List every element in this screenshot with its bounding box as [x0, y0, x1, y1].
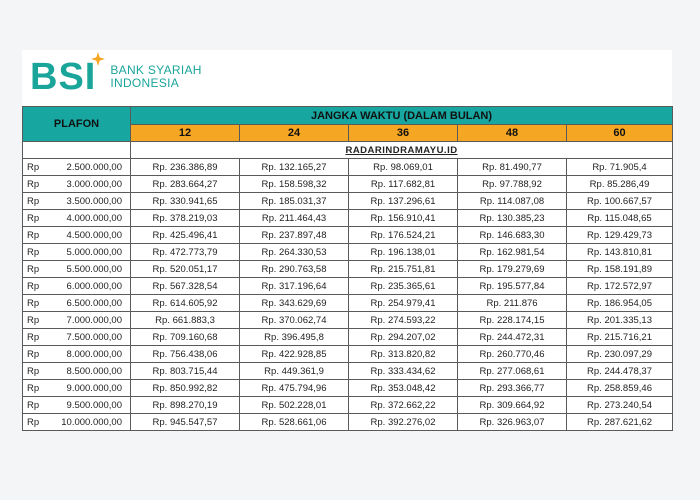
currency-cell: Rp [23, 159, 45, 176]
installment-cell-48: Rp. 244.472,31 [458, 329, 567, 346]
table-row [23, 363, 673, 380]
table-row [23, 244, 673, 261]
currency-cell: Rp [23, 414, 45, 431]
installment-cell-36: Rp. 372.662,22 [349, 397, 458, 414]
table-body [23, 159, 673, 431]
table-row [23, 295, 673, 312]
table-row [23, 227, 673, 244]
currency-cell: Rp [23, 261, 45, 278]
plafon-cell: 5.000.000,00 [45, 244, 131, 261]
table-row [23, 346, 673, 363]
currency-cell: Rp [23, 329, 45, 346]
installment-cell-48: Rp. 130.385,23 [458, 210, 567, 227]
installment-cell-60: Rp. 158.191,89 [567, 261, 673, 278]
installment-cell-60: Rp. 129.429,73 [567, 227, 673, 244]
installment-cell-60: Rp. 258.859,46 [567, 380, 673, 397]
plafon-cell: 4.000.000,00 [45, 210, 131, 227]
table-row [23, 397, 673, 414]
table-row [23, 312, 673, 329]
installment-cell-60: Rp. 172.572,97 [567, 278, 673, 295]
source-watermark [131, 142, 673, 159]
installment-cell-12: Rp. 803.715,44 [131, 363, 240, 380]
installment-cell-48: Rp. 179.279,69 [458, 261, 567, 278]
plafon-cell: 4.500.000,00 [45, 227, 131, 244]
tenor-group-header: JANGKA WAKTU (DALAM BULAN) [131, 107, 673, 125]
logo-text-line2: INDONESIA [110, 76, 180, 90]
installment-cell-60: Rp. 244.478,37 [567, 363, 673, 380]
plafon-cell: 10.000.000,00 [45, 414, 131, 431]
installment-cell-36: Rp. 137.296,61 [349, 193, 458, 210]
currency-cell: Rp [23, 193, 45, 210]
installment-cell-24: Rp. 158.598,32 [240, 176, 349, 193]
installment-cell-60: Rp. 273.240,54 [567, 397, 673, 414]
currency-cell: Rp [23, 278, 45, 295]
currency-cell: Rp [23, 176, 45, 193]
document-sheet [22, 50, 672, 430]
installment-cell-36: Rp. 313.820,82 [349, 346, 458, 363]
installment-cell-60: Rp. 85.286,49 [567, 176, 673, 193]
installment-cell-48: Rp. 114.087,08 [458, 193, 567, 210]
financing-table [22, 106, 673, 431]
installment-cell-60: Rp. 186.954,05 [567, 295, 673, 312]
tenor-header-12: 12 [131, 125, 240, 142]
plafon-cell: 3.000.000,00 [45, 176, 131, 193]
installment-cell-36: Rp. 392.276,02 [349, 414, 458, 431]
installment-cell-48: Rp. 277.068,61 [458, 363, 567, 380]
installment-cell-36: Rp. 156.910,41 [349, 210, 458, 227]
installment-cell-60: Rp. 230.097,29 [567, 346, 673, 363]
table-row [23, 278, 673, 295]
tenor-header-36: 36 [349, 125, 458, 142]
installment-cell-12: Rp. 378.219,03 [131, 210, 240, 227]
installment-cell-48: Rp. 162.981,54 [458, 244, 567, 261]
installment-cell-12: Rp. 709.160,68 [131, 329, 240, 346]
bsi-logo [30, 54, 202, 100]
plafon-cell: 8.000.000,00 [45, 346, 131, 363]
tenor-header-24: 24 [240, 125, 349, 142]
installment-cell-12: Rp. 425.496,41 [131, 227, 240, 244]
installment-cell-48: Rp. 211.876 [458, 295, 567, 312]
logo-text [110, 64, 201, 90]
installment-cell-12: Rp. 945.547,57 [131, 414, 240, 431]
plafon-cell: 3.500.000,00 [45, 193, 131, 210]
source-blank-cell [23, 142, 131, 159]
currency-cell: Rp [23, 227, 45, 244]
currency-cell: Rp [23, 210, 45, 227]
logo-mark [30, 58, 96, 96]
installment-cell-24: Rp. 264.330,53 [240, 244, 349, 261]
installment-cell-24: Rp. 422.928,85 [240, 346, 349, 363]
installment-cell-36: Rp. 215.751,81 [349, 261, 458, 278]
installment-cell-60: Rp. 215.716,21 [567, 329, 673, 346]
installment-cell-24: Rp. 132.165,27 [240, 159, 349, 176]
installment-cell-12: Rp. 330.941,65 [131, 193, 240, 210]
table-row [23, 380, 673, 397]
currency-cell: Rp [23, 397, 45, 414]
plafon-cell: 9.000.000,00 [45, 380, 131, 397]
currency-cell: Rp [23, 363, 45, 380]
installment-cell-24: Rp. 396.495,8 [240, 329, 349, 346]
installment-cell-12: Rp. 850.992,82 [131, 380, 240, 397]
logo-text-line1: BANK SYARIAH [110, 63, 202, 77]
currency-cell: Rp [23, 380, 45, 397]
installment-cell-12: Rp. 614.605,92 [131, 295, 240, 312]
installment-cell-12: Rp. 236.386,89 [131, 159, 240, 176]
plafon-cell: 8.500.000,00 [45, 363, 131, 380]
table-row [23, 261, 673, 278]
installment-cell-24: Rp. 237.897,48 [240, 227, 349, 244]
installment-cell-24: Rp. 475.794,96 [240, 380, 349, 397]
currency-cell: Rp [23, 312, 45, 329]
installment-cell-24: Rp. 370.062,74 [240, 312, 349, 329]
installment-cell-12: Rp. 520.051,17 [131, 261, 240, 278]
installment-cell-60: Rp. 201.335,13 [567, 312, 673, 329]
installment-cell-36: Rp. 353.048,42 [349, 380, 458, 397]
installment-cell-60: Rp. 71.905,4 [567, 159, 673, 176]
plafon-cell: 9.500.000,00 [45, 397, 131, 414]
table-row [23, 176, 673, 193]
installment-cell-60: Rp. 287.621,62 [567, 414, 673, 431]
plafon-cell: 7.500.000,00 [45, 329, 131, 346]
installment-cell-36: Rp. 274.593,22 [349, 312, 458, 329]
installment-cell-24: Rp. 317.196,64 [240, 278, 349, 295]
plafon-cell: 6.000.000,00 [45, 278, 131, 295]
installment-cell-48: Rp. 326.963,07 [458, 414, 567, 431]
installment-cell-48: Rp. 309.664,92 [458, 397, 567, 414]
installment-cell-48: Rp. 146.683,30 [458, 227, 567, 244]
currency-cell: Rp [23, 346, 45, 363]
installment-cell-36: Rp. 117.682,81 [349, 176, 458, 193]
installment-cell-12: Rp. 756.438,06 [131, 346, 240, 363]
installment-cell-36: Rp. 333.434,62 [349, 363, 458, 380]
installment-cell-48: Rp. 293.366,77 [458, 380, 567, 397]
installment-cell-24: Rp. 449.361,9 [240, 363, 349, 380]
table-row [23, 210, 673, 227]
installment-cell-48: Rp. 97.788,92 [458, 176, 567, 193]
installment-cell-36: Rp. 196.138,01 [349, 244, 458, 261]
installment-cell-36: Rp. 235.365,61 [349, 278, 458, 295]
installment-cell-24: Rp. 290.763,58 [240, 261, 349, 278]
installment-cell-36: Rp. 294.207,02 [349, 329, 458, 346]
table-row [23, 193, 673, 210]
installment-cell-48: Rp. 228.174,15 [458, 312, 567, 329]
star-icon [91, 52, 105, 66]
tenor-header-48: 48 [458, 125, 567, 142]
source-text: RADARINDRAMAYU.ID [345, 144, 458, 156]
installment-cell-24: Rp. 343.629,69 [240, 295, 349, 312]
installment-cell-12: Rp. 661.883,3 [131, 312, 240, 329]
installment-cell-36: Rp. 254.979,41 [349, 295, 458, 312]
logo-mark-text: BSI [30, 56, 97, 98]
installment-cell-24: Rp. 528.661,06 [240, 414, 349, 431]
table-row [23, 159, 673, 176]
installment-cell-48: Rp. 81.490,77 [458, 159, 567, 176]
installment-cell-12: Rp. 898.270,19 [131, 397, 240, 414]
installment-cell-36: Rp. 98.069,01 [349, 159, 458, 176]
table-row [23, 329, 673, 346]
plafon-cell: 5.500.000,00 [45, 261, 131, 278]
tenor-header-60: 60 [567, 125, 673, 142]
installment-cell-24: Rp. 211.464,43 [240, 210, 349, 227]
installment-cell-12: Rp. 283.664,27 [131, 176, 240, 193]
plafon-cell: 2.500.000,00 [45, 159, 131, 176]
plafon-header: PLAFON [23, 107, 131, 142]
installment-cell-24: Rp. 502.228,01 [240, 397, 349, 414]
installment-cell-60: Rp. 100.667,57 [567, 193, 673, 210]
installment-cell-60: Rp. 143.810,81 [567, 244, 673, 261]
currency-cell: Rp [23, 295, 45, 312]
installment-cell-60: Rp. 115.048,65 [567, 210, 673, 227]
installment-cell-36: Rp. 176.524,21 [349, 227, 458, 244]
currency-cell: Rp [23, 244, 45, 261]
plafon-cell: 7.000.000,00 [45, 312, 131, 329]
installment-cell-48: Rp. 195.577,84 [458, 278, 567, 295]
installment-cell-12: Rp. 567.328,54 [131, 278, 240, 295]
installment-cell-48: Rp. 260.770,46 [458, 346, 567, 363]
table-row [23, 414, 673, 431]
plafon-cell: 6.500.000,00 [45, 295, 131, 312]
installment-cell-12: Rp. 472.773,79 [131, 244, 240, 261]
installment-cell-24: Rp. 185.031,37 [240, 193, 349, 210]
